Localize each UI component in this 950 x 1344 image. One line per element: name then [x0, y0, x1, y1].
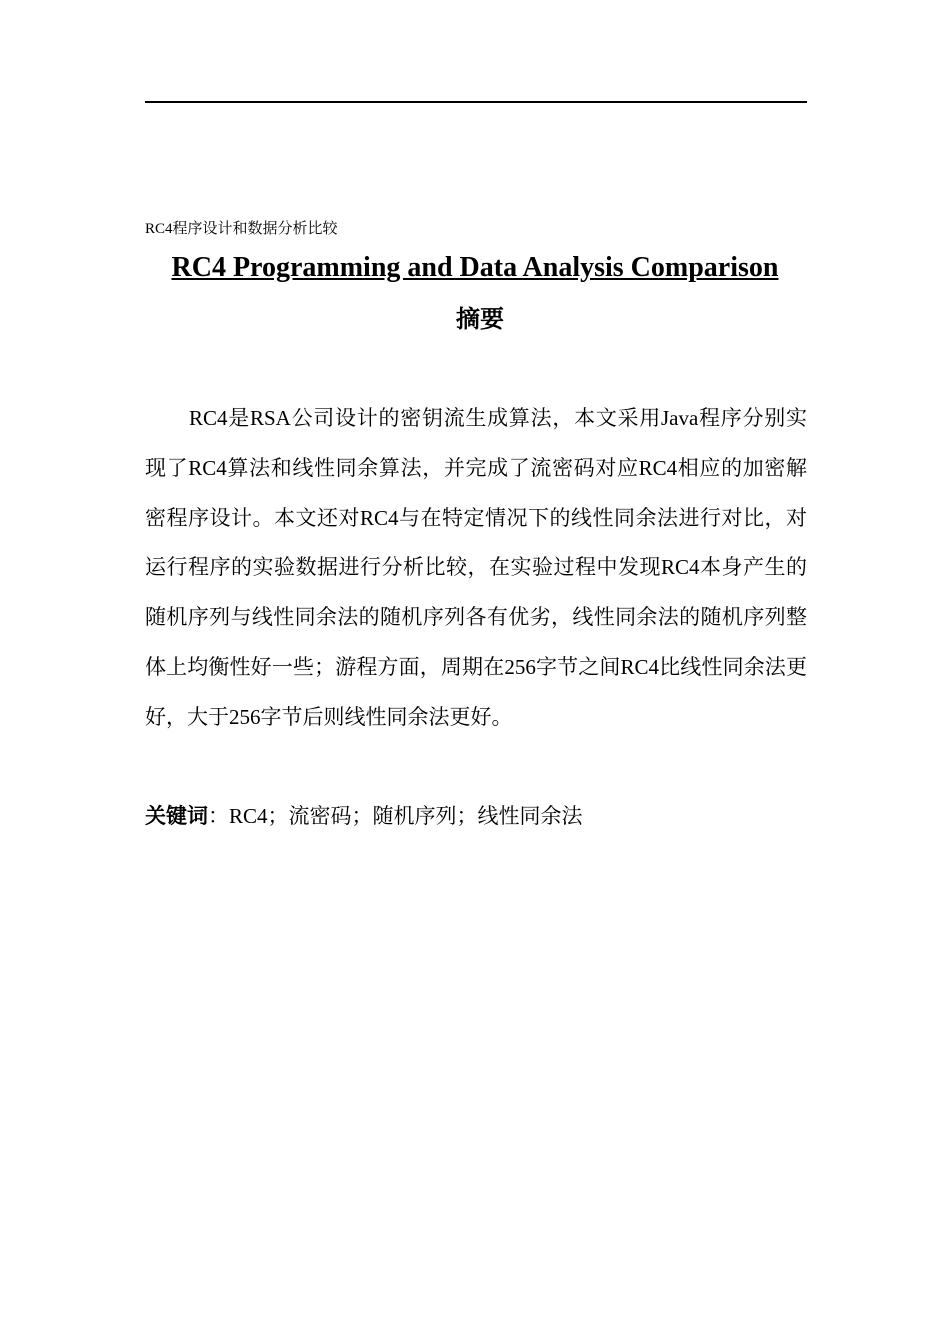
keywords-line: [145, 796, 807, 836]
english-title: RC4 Programming and Data Analysis Comparison: [171, 252, 779, 283]
abstract-body: RC4是RSA公司设计的密钥流生成算法，本文采用Java程序分别实现了RC4算法和线性同余算法，并完成了流密码对应RC4相应的加密解密程序设计。本文还对RC4与在特定情况下的线性同余法进行对比，对运行程序的实验数据进行分析比较，在实验过程中发现RC4本身产生的随机序列与线性同余法的随机序列各有优劣，线性同余法的随机序列整体上均衡性好一些；游程方面，周期在256字节之间RC4比线性同余法更好，大于256字节后则线性同余法更好。: [145, 406, 807, 729]
header-rule: [145, 101, 807, 103]
running-title: RC4程序设计和数据分析比较: [145, 221, 338, 237]
keywords-label: 关键词: [145, 804, 208, 828]
keywords-separator: ：: [208, 804, 229, 828]
abstract-heading: 摘要: [456, 305, 504, 333]
keywords-values: RC4；流密码；随机序列；线性同余法: [229, 804, 583, 828]
